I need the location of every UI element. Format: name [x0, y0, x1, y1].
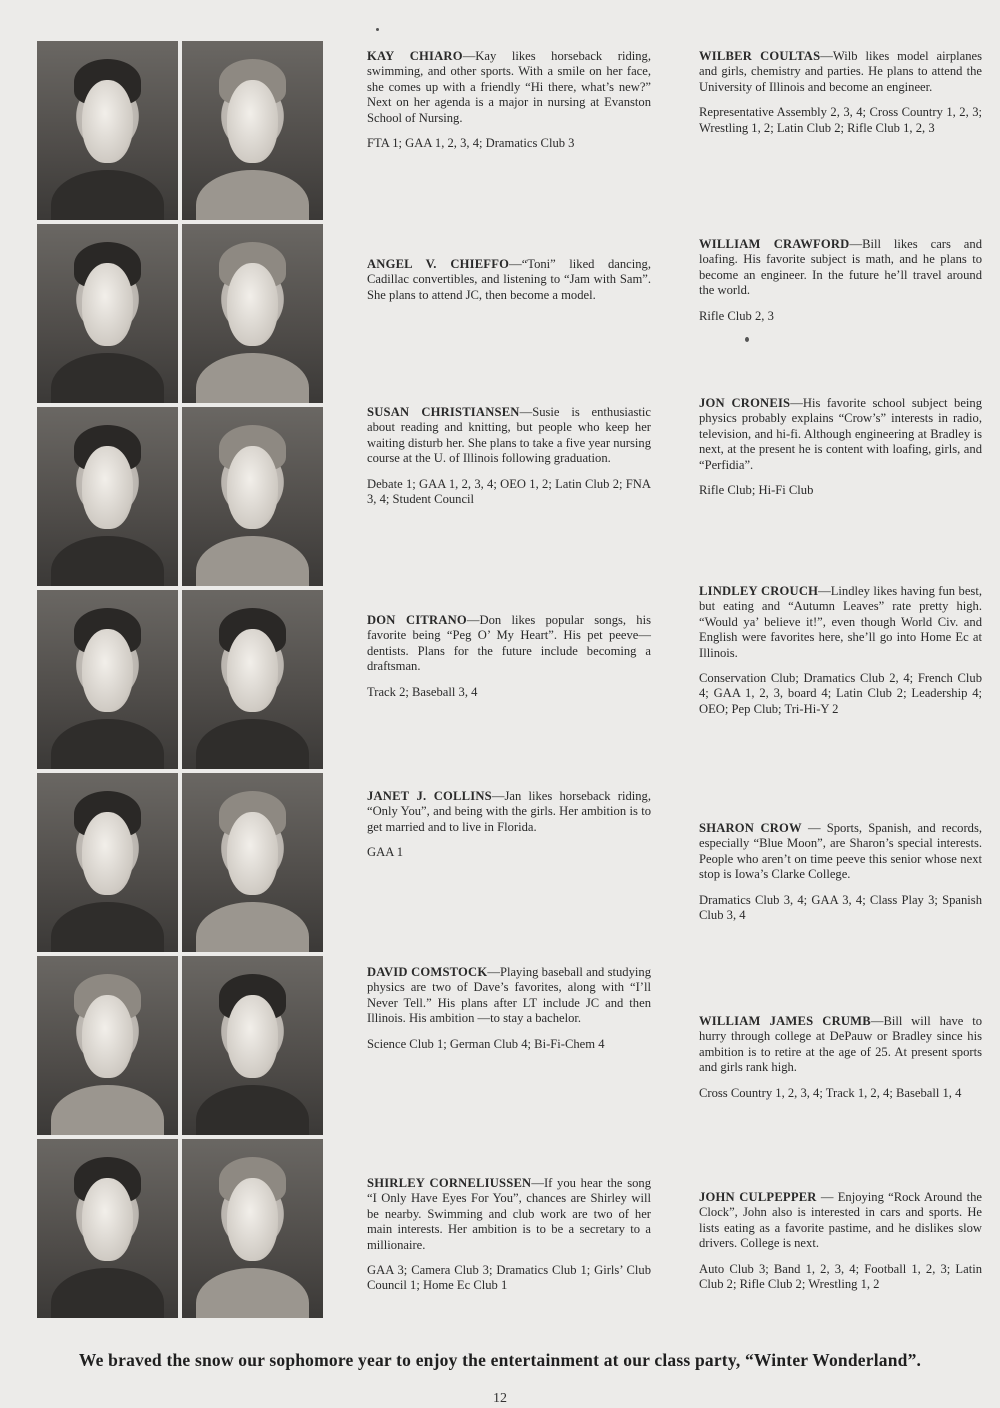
senior-activities: GAA 3; Camera Club 3; Dramatics Club 1; Girls’ Club Council 1; Home Ec Club 1 — [367, 1263, 651, 1293]
senior-activities: GAA 1 — [367, 845, 404, 860]
portrait-photo — [37, 1139, 178, 1318]
page-caption: We braved the snow our sophomore year to enjoy the entertainment at our class party, “Winter Wonderland”. — [78, 1350, 922, 1370]
senior-entry — [699, 1014, 982, 1101]
senior-bio: —Kay likes horseback riding, swimming, and other sports. With a smile on her face, she comes up with a friendly “Hi there, what’s new?” Next on her agenda is a major in nursing at Evanston School of Nursing. — [367, 49, 651, 125]
page-number: 12 — [493, 1391, 507, 1406]
portrait-photo — [37, 224, 178, 403]
portrait-photo — [182, 224, 323, 403]
senior-entry — [367, 613, 651, 700]
portrait-photo — [182, 956, 323, 1135]
senior-activities: Rifle Club; Hi-Fi Club — [699, 483, 814, 498]
senior-entry — [699, 1190, 982, 1292]
senior-name: WILLIAM JAMES CRUMB — [699, 1014, 871, 1028]
senior-name: JANET J. COLLINS — [367, 789, 492, 803]
senior-bio: —Lindley likes having fun best, but eating and “Autumn Leaves” rate pretty high. “Would ya’ believe it!”, even though World Civ. and English were favorites here, she’ll go into Home Ec at Illinois. — [699, 584, 982, 660]
senior-bio: —His favorite school subject being physics probably explains “Crow’s” interests in radio, television, and hi-fi. Although engineering at Bradley is next, at the present he is content with loafing, girls, and “Perfidia”. — [699, 396, 983, 472]
portrait-photo — [37, 590, 178, 769]
senior-entry — [367, 405, 651, 507]
senior-entry — [367, 789, 651, 861]
portrait-photo — [37, 41, 178, 220]
senior-name: DAVID COMSTOCK — [367, 965, 488, 979]
senior-bio: — Sports, Spanish, and records, especially “Blue Moon”, are Sharon’s special interests. People who aren’t on time peeve this senior whose next stop is Iowa’s Clarke College. — [699, 821, 982, 882]
senior-activities: Track 2; Baseball 3, 4 — [367, 684, 478, 699]
senior-name: SUSAN CHRISTIANSEN — [367, 405, 520, 419]
senior-entry — [367, 965, 651, 1052]
senior-bio: —Bill will have to hurry through college at DePauw or Bradley since his ambition is to retire at the age of 25. At present sports and girls rank high. — [699, 1014, 982, 1075]
senior-entry — [699, 237, 982, 324]
portrait-photo — [182, 590, 323, 769]
portrait-photo — [182, 407, 323, 586]
senior-activities: Cross Country 1, 2, 3, 4; Track 1, 2, 4; Baseball 1, 4 — [699, 1085, 962, 1100]
senior-name: WILBER COULTAS — [699, 49, 821, 63]
senior-name: JON CRONEIS — [699, 396, 791, 410]
portrait-photo — [182, 41, 323, 220]
print-speck — [745, 337, 749, 342]
senior-activities: Debate 1; GAA 1, 2, 3, 4; OEO 1, 2; Latin Club 2; FNA 3, 4; Student Council — [367, 476, 651, 507]
senior-bio: —If you hear the song “I Only Have Eyes For You”, chances are Shirley will be nearby. Swimming and club work are two of her main interests. Her ambition is to be a secretary to a millionaire. — [367, 1176, 651, 1252]
senior-activities: FTA 1; GAA 1, 2, 3, 4; Dramatics Club 3 — [367, 136, 575, 151]
senior-name: WILLIAM CRAWFORD — [699, 237, 850, 251]
senior-bio: —Don likes popular songs, his favorite being “Peg O’ My Heart”. His pet peeve—dentists. Plans for the future include becoming a draftsman. — [367, 613, 652, 674]
senior-name: LINDLEY CROUCH — [699, 584, 819, 598]
portrait-photo — [37, 956, 178, 1135]
senior-bio: —Jan likes horseback riding, “Only You”, and being with the girls. Her ambition is to get married and to live in Florida. — [367, 789, 651, 834]
senior-entry — [699, 396, 982, 498]
senior-bio: —Wilb likes model airplanes and girls, chemistry and parties. He plans to attend the University of Illinois and become an engineer. — [699, 49, 983, 94]
senior-name: SHIRLEY CORNELIUSSEN — [367, 1176, 532, 1190]
senior-name: JOHN CULPEPPER — [699, 1190, 817, 1204]
senior-name: ANGEL V. CHIEFFO — [367, 257, 510, 271]
senior-bio: —Playing baseball and studying physics are two of Dave’s favorites, along with “I’ll Never Tell.” His plans after LT include JC and then Illinois. His ambition —to stay a bachelor. — [367, 965, 651, 1026]
portrait-photo — [37, 407, 178, 586]
portrait-photo — [37, 773, 178, 952]
senior-bio: —“Toni” liked dancing, Cadillac convertibles, and listening to “Jam with Sam”. She plans to attend JC, then become a model. — [367, 257, 651, 302]
senior-bio: —Bill likes cars and loafing. His favorite subject is math, and he plans to become an engineer. In the future he’ll travel around the world. — [699, 237, 982, 298]
senior-name: KAY CHIARO — [367, 49, 463, 63]
photo-grid — [37, 41, 323, 1319]
portrait-photo — [182, 773, 323, 952]
senior-entry — [367, 1176, 651, 1294]
print-speck — [376, 28, 379, 31]
senior-activities: Rifle Club 2, 3 — [699, 308, 774, 323]
senior-activities: Auto Club 3; Band 1, 2, 3, 4; Football 1, 2, 3; Latin Club 2; Rifle Club 2; Wrestling 1, 2 — [699, 1261, 982, 1292]
senior-entry — [367, 257, 651, 303]
senior-entry — [367, 49, 651, 151]
senior-entry — [699, 49, 982, 136]
senior-activities: Representative Assembly 2, 3, 4; Cross Country 1, 2, 3; Wrestling 1, 2; Latin Club 2; Rifle Club 1, 2, 3 — [699, 105, 982, 135]
senior-activities: Conservation Club; Dramatics Club 2, 4; French Club 4; GAA 1, 2, 3, board 4; Latin Club 2; Leadership 4; OEO; Pep Club; Tri-Hi-Y 2 — [699, 671, 982, 716]
senior-activities: Dramatics Club 3, 4; GAA 3, 4; Class Play 3; Spanish Club 3, 4 — [699, 892, 982, 923]
senior-entry — [699, 821, 982, 923]
senior-name: DON CITRANO — [367, 613, 467, 627]
senior-name: SHARON CROW — [699, 821, 802, 835]
senior-entry — [699, 584, 982, 717]
senior-bio: — Enjoying “Rock Around the Clock”, John also is interested in cars and sports. He lists eating as a favorite pastime, and he dislikes slow drivers. College is next. — [699, 1190, 982, 1251]
portrait-photo — [182, 1139, 323, 1318]
senior-bio: —Susie is enthusiastic about reading and knitting, but people who keep her waiting disturb her. She plans to take a five year nursing course at the U. of Illinois following graduation. — [367, 405, 652, 466]
senior-activities: Science Club 1; German Club 4; Bi-Fi-Chem 4 — [367, 1036, 605, 1051]
